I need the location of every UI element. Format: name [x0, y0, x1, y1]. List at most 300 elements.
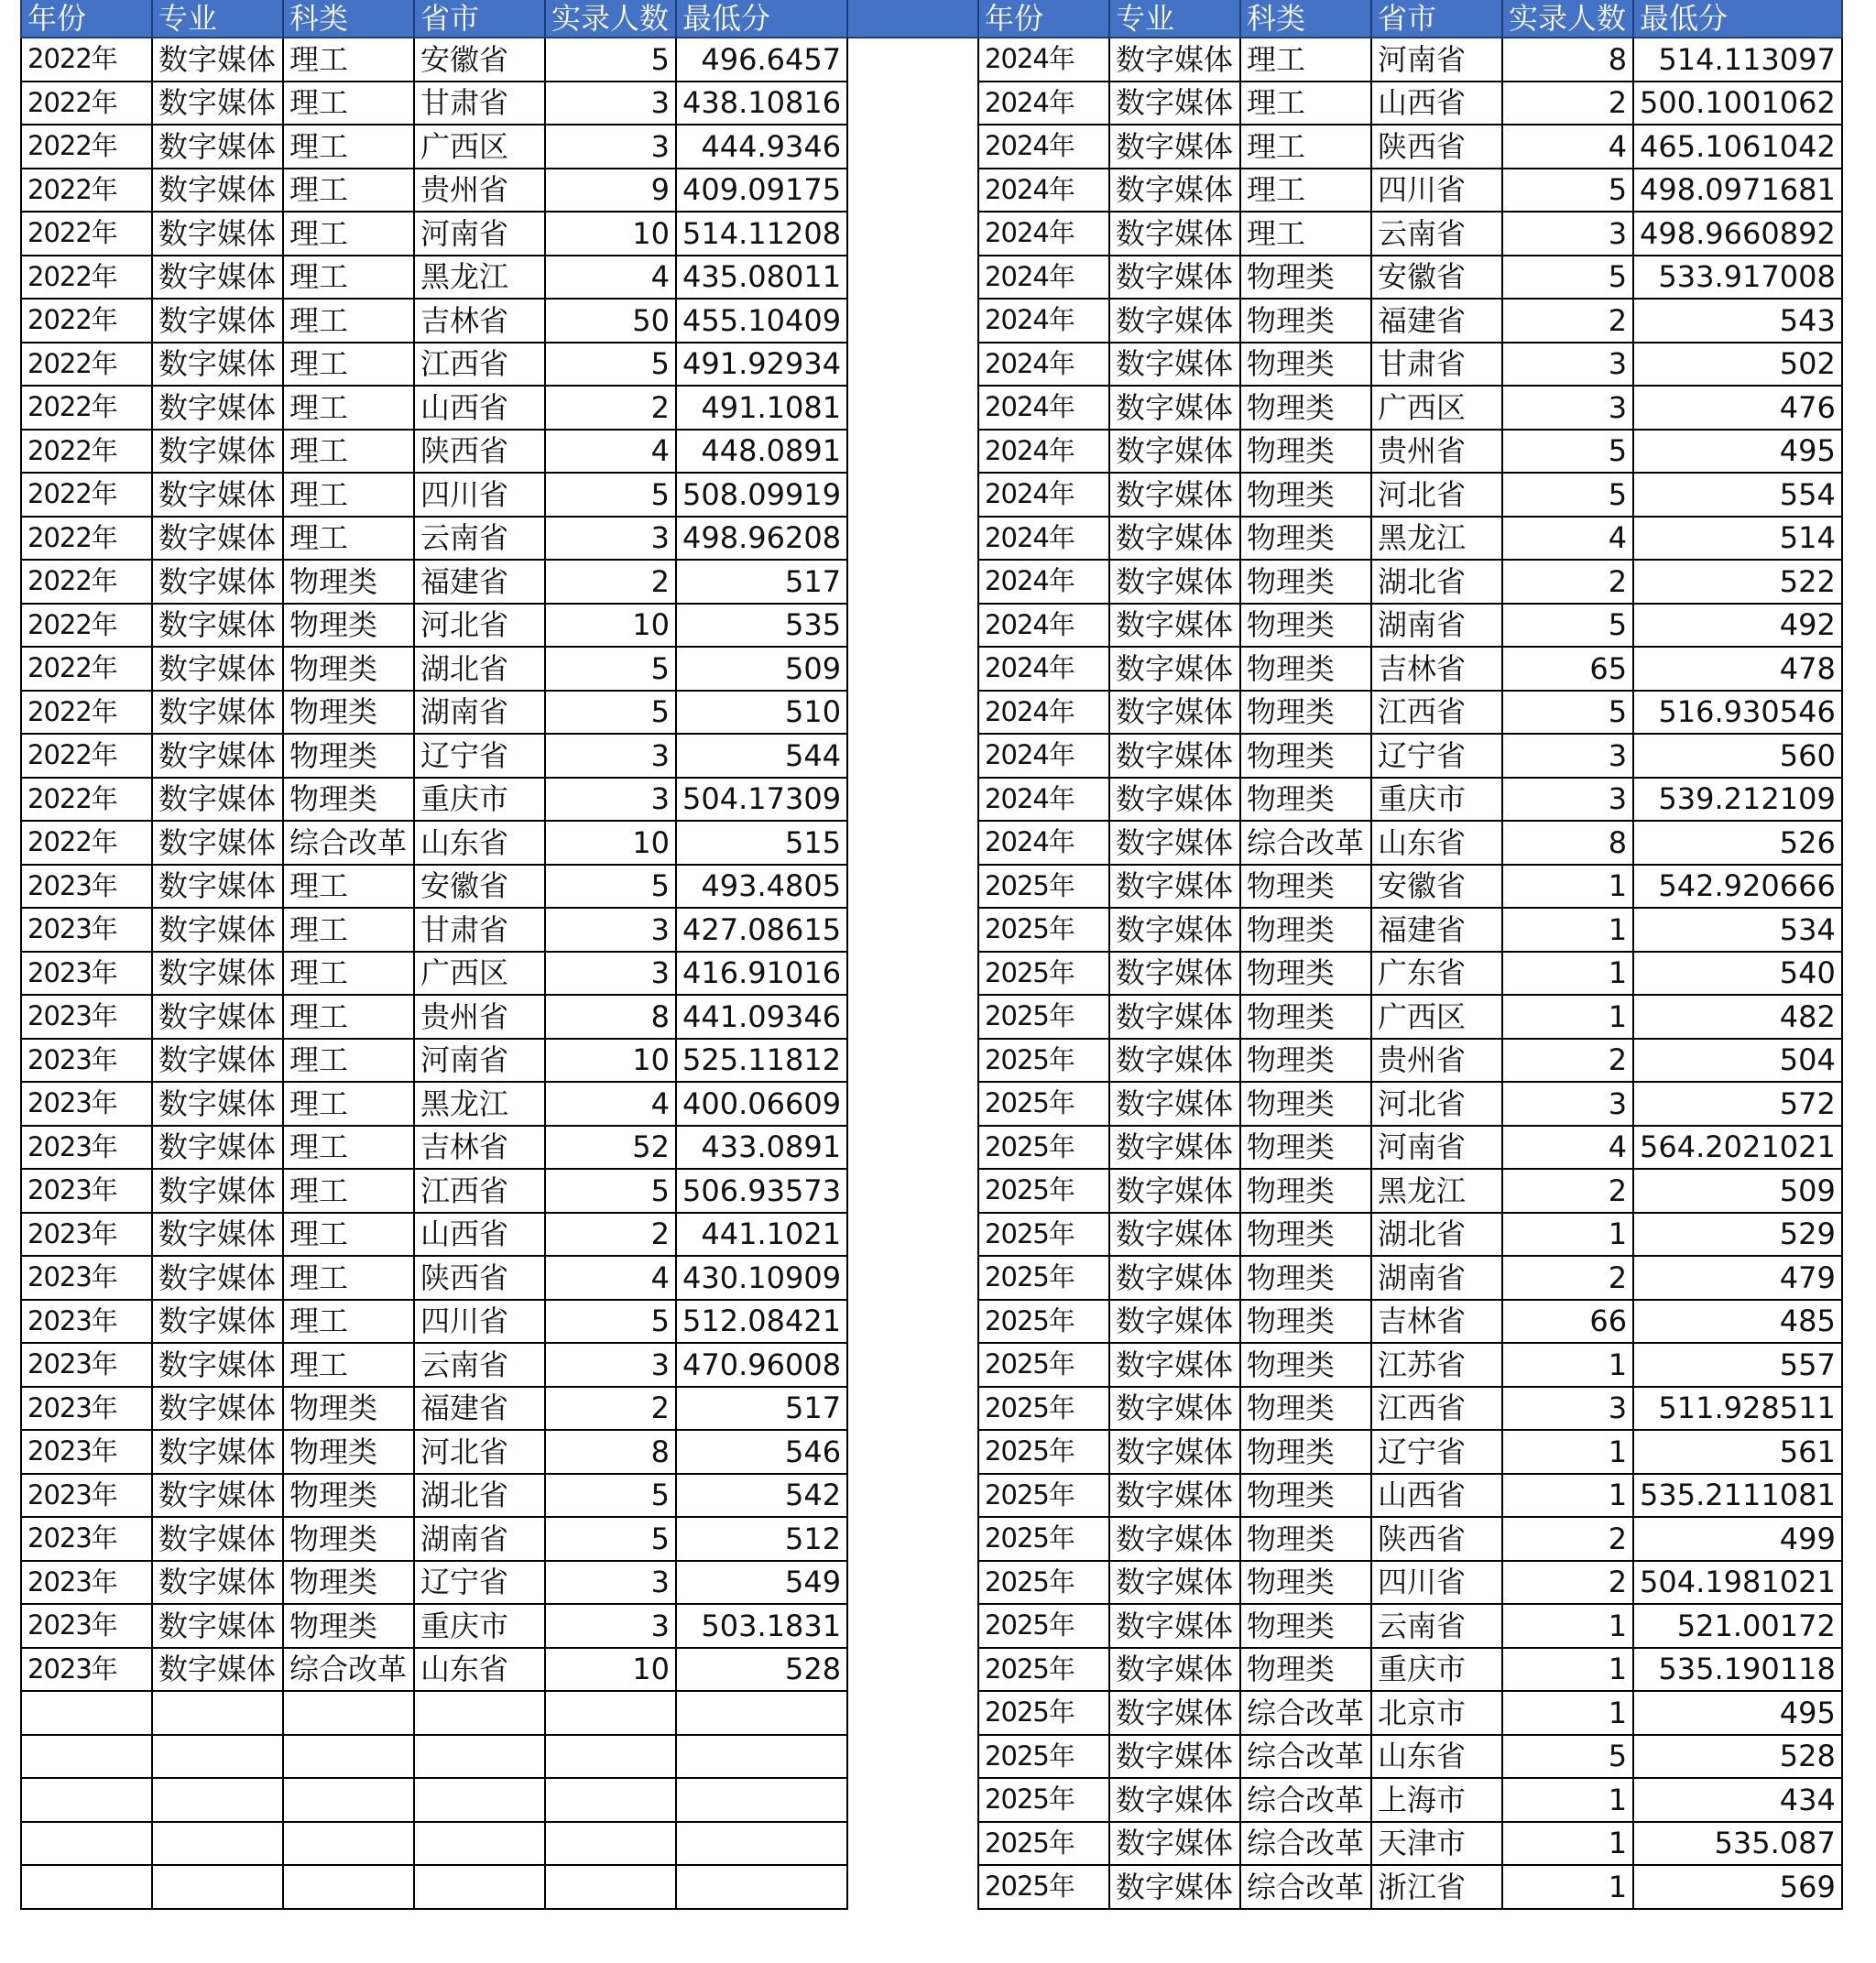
- left-province-cell[interactable]: 安徽省: [414, 865, 545, 909]
- right-province-cell[interactable]: 广西区: [1371, 995, 1502, 1039]
- right-admitted-count-cell[interactable]: 3: [1502, 778, 1633, 822]
- left-admitted-count-cell[interactable]: 4: [545, 256, 676, 300]
- right-major-cell[interactable]: 数字媒体: [1109, 1126, 1240, 1170]
- right-admitted-count-cell[interactable]: 1: [1502, 1213, 1633, 1257]
- left-min-score-cell[interactable]: 506.93573: [676, 1169, 847, 1213]
- left-province-cell[interactable]: 江西省: [414, 343, 545, 387]
- left-min-score-cell[interactable]: 496.6457: [676, 38, 847, 82]
- spacer-cell[interactable]: [847, 1300, 978, 1344]
- right-province-cell[interactable]: 山东省: [1371, 821, 1502, 865]
- left-major-cell[interactable]: 数字媒体: [152, 1256, 283, 1300]
- right-major-cell[interactable]: 数字媒体: [1109, 38, 1240, 82]
- right-province-cell[interactable]: 湖北省: [1371, 1213, 1502, 1257]
- right-min-score-cell[interactable]: 560: [1633, 734, 1842, 778]
- left-category-cell[interactable]: 理工: [283, 1082, 414, 1126]
- left-admitted-count-cell[interactable]: 10: [545, 821, 676, 865]
- right-admitted-count-cell[interactable]: 1: [1502, 1343, 1633, 1387]
- right-category-cell[interactable]: 物理类: [1240, 299, 1371, 343]
- left-min-score-cell[interactable]: 433.0891: [676, 1126, 847, 1170]
- spacer-cell[interactable]: [847, 1735, 978, 1779]
- right-category-cell[interactable]: 物理类: [1240, 1343, 1371, 1387]
- header-province-right[interactable]: 省市: [1371, 0, 1502, 38]
- right-province-cell[interactable]: 四川省: [1371, 169, 1502, 213]
- left-admitted-count-cell[interactable]: 3: [545, 778, 676, 822]
- left-year-cell[interactable]: 2022年: [21, 299, 152, 343]
- left-year-cell[interactable]: 2022年: [21, 343, 152, 387]
- left-category-cell[interactable]: 理工: [283, 1256, 414, 1300]
- right-province-cell[interactable]: 重庆市: [1371, 1648, 1502, 1692]
- left-admitted-count-cell[interactable]: 3: [545, 1343, 676, 1387]
- right-year-cell[interactable]: 2025年: [978, 1604, 1109, 1648]
- left-province-cell[interactable]: 贵州省: [414, 169, 545, 213]
- right-category-cell[interactable]: 物理类: [1240, 1082, 1371, 1126]
- right-province-cell[interactable]: 黑龙江: [1371, 1169, 1502, 1213]
- spacer-cell[interactable]: [847, 952, 978, 996]
- left-major-cell[interactable]: 数字媒体: [152, 212, 283, 256]
- right-year-cell[interactable]: 2024年: [978, 473, 1109, 517]
- right-min-score-cell[interactable]: 516.930546: [1633, 691, 1842, 735]
- left-year-cell[interactable]: 2022年: [21, 560, 152, 604]
- left-province-cell[interactable]: 云南省: [414, 517, 545, 561]
- right-major-cell[interactable]: 数字媒体: [1109, 1778, 1240, 1822]
- spacer-cell[interactable]: [847, 1387, 978, 1431]
- spacer-cell[interactable]: [847, 778, 978, 822]
- left-admitted-count-cell[interactable]: 10: [545, 212, 676, 256]
- left-admitted-count-cell[interactable]: 2: [545, 386, 676, 430]
- right-major-cell[interactable]: 数字媒体: [1109, 1300, 1240, 1344]
- right-year-cell[interactable]: 2024年: [978, 734, 1109, 778]
- right-major-cell[interactable]: 数字媒体: [1109, 691, 1240, 735]
- right-major-cell[interactable]: 数字媒体: [1109, 1213, 1240, 1257]
- right-category-cell[interactable]: 物理类: [1240, 734, 1371, 778]
- left-year-cell[interactable]: 2023年: [21, 995, 152, 1039]
- left-admitted-count-cell[interactable]: 5: [545, 647, 676, 691]
- left-admitted-count-cell[interactable]: [545, 1735, 676, 1779]
- left-admitted-count-cell[interactable]: 2: [545, 1387, 676, 1431]
- left-province-cell[interactable]: [414, 1822, 545, 1866]
- left-year-cell[interactable]: 2023年: [21, 1213, 152, 1257]
- spacer-cell[interactable]: [847, 517, 978, 561]
- left-category-cell[interactable]: 理工: [283, 169, 414, 213]
- right-province-cell[interactable]: 安徽省: [1371, 865, 1502, 909]
- right-category-cell[interactable]: 综合改革: [1240, 1735, 1371, 1779]
- right-major-cell[interactable]: 数字媒体: [1109, 1561, 1240, 1605]
- right-category-cell[interactable]: 物理类: [1240, 1648, 1371, 1692]
- right-admitted-count-cell[interactable]: 1: [1502, 1691, 1633, 1735]
- left-category-cell[interactable]: 综合改革: [283, 1648, 414, 1692]
- left-province-cell[interactable]: 重庆市: [414, 1604, 545, 1648]
- right-province-cell[interactable]: 吉林省: [1371, 647, 1502, 691]
- right-min-score-cell[interactable]: 522: [1633, 560, 1842, 604]
- left-min-score-cell[interactable]: 400.06609: [676, 1082, 847, 1126]
- left-major-cell[interactable]: [152, 1691, 283, 1735]
- left-category-cell[interactable]: 理工: [283, 38, 414, 82]
- left-major-cell[interactable]: 数字媒体: [152, 473, 283, 517]
- left-admitted-count-cell[interactable]: 5: [545, 691, 676, 735]
- right-major-cell[interactable]: 数字媒体: [1109, 125, 1240, 169]
- header-category-right[interactable]: 科类: [1240, 0, 1371, 38]
- left-major-cell[interactable]: 数字媒体: [152, 1213, 283, 1257]
- left-min-score-cell[interactable]: 509: [676, 647, 847, 691]
- right-admitted-count-cell[interactable]: 5: [1502, 430, 1633, 474]
- left-province-cell[interactable]: 甘肃省: [414, 908, 545, 952]
- left-min-score-cell[interactable]: 535: [676, 604, 847, 648]
- spacer-cell[interactable]: [847, 995, 978, 1039]
- left-province-cell[interactable]: 广西区: [414, 952, 545, 996]
- right-year-cell[interactable]: 2024年: [978, 125, 1109, 169]
- right-major-cell[interactable]: 数字媒体: [1109, 1517, 1240, 1561]
- right-year-cell[interactable]: 2025年: [978, 1474, 1109, 1518]
- right-category-cell[interactable]: 物理类: [1240, 865, 1371, 909]
- left-category-cell[interactable]: 理工: [283, 517, 414, 561]
- right-min-score-cell[interactable]: 514: [1633, 517, 1842, 561]
- left-admitted-count-cell[interactable]: [545, 1865, 676, 1909]
- left-admitted-count-cell[interactable]: 3: [545, 517, 676, 561]
- right-min-score-cell[interactable]: 554: [1633, 473, 1842, 517]
- right-major-cell[interactable]: 数字媒体: [1109, 169, 1240, 213]
- left-major-cell[interactable]: 数字媒体: [152, 952, 283, 996]
- left-major-cell[interactable]: 数字媒体: [152, 1474, 283, 1518]
- right-category-cell[interactable]: 物理类: [1240, 343, 1371, 387]
- right-province-cell[interactable]: 浙江省: [1371, 1865, 1502, 1909]
- left-province-cell[interactable]: [414, 1865, 545, 1909]
- left-category-cell[interactable]: 理工: [283, 908, 414, 952]
- right-admitted-count-cell[interactable]: 2: [1502, 560, 1633, 604]
- left-admitted-count-cell[interactable]: 50: [545, 299, 676, 343]
- left-min-score-cell[interactable]: [676, 1822, 847, 1866]
- left-category-cell[interactable]: 理工: [283, 995, 414, 1039]
- right-major-cell[interactable]: 数字媒体: [1109, 734, 1240, 778]
- left-min-score-cell[interactable]: 503.1831: [676, 1604, 847, 1648]
- right-category-cell[interactable]: 物理类: [1240, 908, 1371, 952]
- right-admitted-count-cell[interactable]: 2: [1502, 1256, 1633, 1300]
- left-major-cell[interactable]: 数字媒体: [152, 865, 283, 909]
- right-year-cell[interactable]: 2025年: [978, 1343, 1109, 1387]
- right-year-cell[interactable]: 2025年: [978, 952, 1109, 996]
- right-major-cell[interactable]: 数字媒体: [1109, 865, 1240, 909]
- right-min-score-cell[interactable]: 514.113097: [1633, 38, 1842, 82]
- left-year-cell[interactable]: 2022年: [21, 386, 152, 430]
- right-province-cell[interactable]: 山西省: [1371, 82, 1502, 125]
- left-category-cell[interactable]: 理工: [283, 125, 414, 169]
- spacer-cell[interactable]: [847, 1604, 978, 1648]
- right-category-cell[interactable]: 综合改革: [1240, 1778, 1371, 1822]
- left-province-cell[interactable]: 湖南省: [414, 1517, 545, 1561]
- right-major-cell[interactable]: 数字媒体: [1109, 473, 1240, 517]
- left-major-cell[interactable]: 数字媒体: [152, 560, 283, 604]
- left-province-cell[interactable]: 贵州省: [414, 995, 545, 1039]
- left-major-cell[interactable]: 数字媒体: [152, 386, 283, 430]
- right-min-score-cell[interactable]: 528: [1633, 1735, 1842, 1779]
- left-category-cell[interactable]: 理工: [283, 212, 414, 256]
- right-major-cell[interactable]: 数字媒体: [1109, 1082, 1240, 1126]
- right-min-score-cell[interactable]: 476: [1633, 386, 1842, 430]
- right-year-cell[interactable]: 2024年: [978, 647, 1109, 691]
- left-major-cell[interactable]: [152, 1865, 283, 1909]
- left-category-cell[interactable]: 物理类: [283, 604, 414, 648]
- left-province-cell[interactable]: 福建省: [414, 560, 545, 604]
- right-admitted-count-cell[interactable]: 3: [1502, 734, 1633, 778]
- left-min-score-cell[interactable]: 517: [676, 560, 847, 604]
- right-category-cell[interactable]: 物理类: [1240, 1604, 1371, 1648]
- left-year-cell[interactable]: 2023年: [21, 1300, 152, 1344]
- right-min-score-cell[interactable]: 521.00172: [1633, 1604, 1842, 1648]
- right-year-cell[interactable]: 2024年: [978, 691, 1109, 735]
- left-admitted-count-cell[interactable]: [545, 1691, 676, 1735]
- right-major-cell[interactable]: 数字媒体: [1109, 908, 1240, 952]
- left-min-score-cell[interactable]: [676, 1778, 847, 1822]
- right-year-cell[interactable]: 2025年: [978, 1387, 1109, 1431]
- right-province-cell[interactable]: 陕西省: [1371, 125, 1502, 169]
- right-admitted-count-cell[interactable]: 2: [1502, 299, 1633, 343]
- right-major-cell[interactable]: 数字媒体: [1109, 1691, 1240, 1735]
- left-year-cell[interactable]: 2023年: [21, 1561, 152, 1605]
- left-province-cell[interactable]: [414, 1778, 545, 1822]
- spacer-cell[interactable]: [847, 1778, 978, 1822]
- spacer-cell[interactable]: [847, 604, 978, 648]
- left-category-cell[interactable]: [283, 1778, 414, 1822]
- right-min-score-cell[interactable]: 535.190118: [1633, 1648, 1842, 1692]
- left-major-cell[interactable]: 数字媒体: [152, 1082, 283, 1126]
- left-year-cell[interactable]: 2022年: [21, 778, 152, 822]
- left-year-cell[interactable]: 2022年: [21, 430, 152, 474]
- left-min-score-cell[interactable]: [676, 1865, 847, 1909]
- right-category-cell[interactable]: 物理类: [1240, 995, 1371, 1039]
- right-min-score-cell[interactable]: 533.917008: [1633, 256, 1842, 300]
- right-year-cell[interactable]: 2025年: [978, 1126, 1109, 1170]
- left-year-cell[interactable]: 2023年: [21, 865, 152, 909]
- left-year-cell[interactable]: 2023年: [21, 1256, 152, 1300]
- right-category-cell[interactable]: 物理类: [1240, 1387, 1371, 1431]
- left-min-score-cell[interactable]: 409.09175: [676, 169, 847, 213]
- spacer-cell[interactable]: [847, 1256, 978, 1300]
- right-major-cell[interactable]: 数字媒体: [1109, 343, 1240, 387]
- right-major-cell[interactable]: 数字媒体: [1109, 1604, 1240, 1648]
- left-year-cell[interactable]: 2023年: [21, 1387, 152, 1431]
- right-province-cell[interactable]: 安徽省: [1371, 256, 1502, 300]
- header-year-left[interactable]: 年份: [21, 0, 152, 38]
- right-min-score-cell[interactable]: 434: [1633, 1778, 1842, 1822]
- left-province-cell[interactable]: 甘肃省: [414, 82, 545, 125]
- left-min-score-cell[interactable]: 517: [676, 1387, 847, 1431]
- left-major-cell[interactable]: [152, 1735, 283, 1779]
- spacer-cell[interactable]: [847, 1082, 978, 1126]
- left-major-cell[interactable]: 数字媒体: [152, 1169, 283, 1213]
- left-min-score-cell[interactable]: 491.1081: [676, 386, 847, 430]
- header-year-right[interactable]: 年份: [978, 0, 1109, 38]
- header-province-left[interactable]: 省市: [414, 0, 545, 38]
- left-category-cell[interactable]: 物理类: [283, 1474, 414, 1518]
- left-major-cell[interactable]: 数字媒体: [152, 82, 283, 125]
- left-category-cell[interactable]: [283, 1691, 414, 1735]
- spacer-cell[interactable]: [847, 299, 978, 343]
- right-admitted-count-cell[interactable]: 1: [1502, 1648, 1633, 1692]
- left-year-cell[interactable]: 2022年: [21, 38, 152, 82]
- right-admitted-count-cell[interactable]: 5: [1502, 169, 1633, 213]
- right-admitted-count-cell[interactable]: 2: [1502, 82, 1633, 125]
- right-min-score-cell[interactable]: 561: [1633, 1430, 1842, 1474]
- right-province-cell[interactable]: 广东省: [1371, 952, 1502, 996]
- right-province-cell[interactable]: 吉林省: [1371, 1300, 1502, 1344]
- right-major-cell[interactable]: 数字媒体: [1109, 778, 1240, 822]
- right-min-score-cell[interactable]: 564.2021021: [1633, 1126, 1842, 1170]
- left-min-score-cell[interactable]: 498.96208: [676, 517, 847, 561]
- right-major-cell[interactable]: 数字媒体: [1109, 560, 1240, 604]
- left-year-cell[interactable]: 2023年: [21, 1343, 152, 1387]
- right-major-cell[interactable]: 数字媒体: [1109, 1169, 1240, 1213]
- right-year-cell[interactable]: 2024年: [978, 386, 1109, 430]
- left-admitted-count-cell[interactable]: [545, 1822, 676, 1866]
- left-province-cell[interactable]: 河北省: [414, 604, 545, 648]
- right-admitted-count-cell[interactable]: 5: [1502, 256, 1633, 300]
- left-min-score-cell[interactable]: [676, 1691, 847, 1735]
- left-year-cell[interactable]: 2022年: [21, 169, 152, 213]
- left-min-score-cell[interactable]: 504.17309: [676, 778, 847, 822]
- right-category-cell[interactable]: 物理类: [1240, 1300, 1371, 1344]
- right-admitted-count-cell[interactable]: 1: [1502, 865, 1633, 909]
- right-major-cell[interactable]: 数字媒体: [1109, 821, 1240, 865]
- left-major-cell[interactable]: [152, 1778, 283, 1822]
- right-category-cell[interactable]: 物理类: [1240, 1430, 1371, 1474]
- spacer-cell[interactable]: [847, 1474, 978, 1518]
- right-year-cell[interactable]: 2025年: [978, 1822, 1109, 1866]
- left-major-cell[interactable]: 数字媒体: [152, 1387, 283, 1431]
- right-min-score-cell[interactable]: 529: [1633, 1213, 1842, 1257]
- left-min-score-cell[interactable]: 435.08011: [676, 256, 847, 300]
- right-category-cell[interactable]: 物理类: [1240, 691, 1371, 735]
- left-province-cell[interactable]: 山东省: [414, 821, 545, 865]
- left-admitted-count-cell[interactable]: 10: [545, 1039, 676, 1083]
- right-category-cell[interactable]: 理工: [1240, 38, 1371, 82]
- right-category-cell[interactable]: 物理类: [1240, 1256, 1371, 1300]
- right-admitted-count-cell[interactable]: 3: [1502, 343, 1633, 387]
- left-year-cell[interactable]: 2023年: [21, 1604, 152, 1648]
- left-province-cell[interactable]: 黑龙江: [414, 256, 545, 300]
- right-min-score-cell[interactable]: 569: [1633, 1865, 1842, 1909]
- right-year-cell[interactable]: 2025年: [978, 1691, 1109, 1735]
- spacer-cell[interactable]: [847, 1126, 978, 1170]
- right-min-score-cell[interactable]: 504.1981021: [1633, 1561, 1842, 1605]
- left-province-cell[interactable]: 四川省: [414, 473, 545, 517]
- right-province-cell[interactable]: 陕西省: [1371, 1517, 1502, 1561]
- right-category-cell[interactable]: 物理类: [1240, 1517, 1371, 1561]
- left-admitted-count-cell[interactable]: 5: [545, 1474, 676, 1518]
- right-admitted-count-cell[interactable]: 3: [1502, 386, 1633, 430]
- left-major-cell[interactable]: 数字媒体: [152, 1604, 283, 1648]
- right-admitted-count-cell[interactable]: 1: [1502, 1474, 1633, 1518]
- right-major-cell[interactable]: 数字媒体: [1109, 1474, 1240, 1518]
- left-province-cell[interactable]: 山西省: [414, 386, 545, 430]
- left-min-score-cell[interactable]: 514.11208: [676, 212, 847, 256]
- left-province-cell[interactable]: [414, 1691, 545, 1735]
- right-major-cell[interactable]: 数字媒体: [1109, 212, 1240, 256]
- right-category-cell[interactable]: 物理类: [1240, 778, 1371, 822]
- left-province-cell[interactable]: 河南省: [414, 1039, 545, 1083]
- left-admitted-count-cell[interactable]: 5: [545, 1300, 676, 1344]
- left-year-cell[interactable]: 2023年: [21, 1169, 152, 1213]
- left-category-cell[interactable]: 物理类: [283, 691, 414, 735]
- left-year-cell[interactable]: 2022年: [21, 125, 152, 169]
- spacer-cell[interactable]: [847, 473, 978, 517]
- left-category-cell[interactable]: 理工: [283, 299, 414, 343]
- right-major-cell[interactable]: 数字媒体: [1109, 1822, 1240, 1866]
- left-admitted-count-cell[interactable]: 5: [545, 473, 676, 517]
- right-admitted-count-cell[interactable]: 2: [1502, 1561, 1633, 1605]
- right-major-cell[interactable]: 数字媒体: [1109, 995, 1240, 1039]
- right-year-cell[interactable]: 2025年: [978, 1169, 1109, 1213]
- spacer-cell[interactable]: [847, 691, 978, 735]
- right-category-cell[interactable]: 理工: [1240, 125, 1371, 169]
- left-min-score-cell[interactable]: 416.91016: [676, 952, 847, 996]
- right-major-cell[interactable]: 数字媒体: [1109, 82, 1240, 125]
- right-min-score-cell[interactable]: 504: [1633, 1039, 1842, 1083]
- right-category-cell[interactable]: 物理类: [1240, 1039, 1371, 1083]
- right-min-score-cell[interactable]: 535.2111081: [1633, 1474, 1842, 1518]
- right-major-cell[interactable]: 数字媒体: [1109, 1039, 1240, 1083]
- right-major-cell[interactable]: 数字媒体: [1109, 1735, 1240, 1779]
- left-min-score-cell[interactable]: 515: [676, 821, 847, 865]
- right-admitted-count-cell[interactable]: 5: [1502, 1735, 1633, 1779]
- spacer-cell[interactable]: [847, 38, 978, 82]
- left-year-cell[interactable]: [21, 1691, 152, 1735]
- right-year-cell[interactable]: 2024年: [978, 343, 1109, 387]
- right-category-cell[interactable]: 物理类: [1240, 604, 1371, 648]
- left-province-cell[interactable]: 山西省: [414, 1213, 545, 1257]
- left-min-score-cell[interactable]: 512: [676, 1517, 847, 1561]
- right-year-cell[interactable]: 2025年: [978, 1735, 1109, 1779]
- right-admitted-count-cell[interactable]: 5: [1502, 604, 1633, 648]
- right-year-cell[interactable]: 2025年: [978, 995, 1109, 1039]
- right-province-cell[interactable]: 辽宁省: [1371, 734, 1502, 778]
- right-year-cell[interactable]: 2024年: [978, 430, 1109, 474]
- right-province-cell[interactable]: 辽宁省: [1371, 1430, 1502, 1474]
- right-year-cell[interactable]: 2024年: [978, 604, 1109, 648]
- left-major-cell[interactable]: 数字媒体: [152, 430, 283, 474]
- right-province-cell[interactable]: 福建省: [1371, 908, 1502, 952]
- header-spacer-cell[interactable]: [847, 0, 978, 38]
- left-province-cell[interactable]: 吉林省: [414, 299, 545, 343]
- left-category-cell[interactable]: 理工: [283, 1169, 414, 1213]
- left-year-cell[interactable]: 2022年: [21, 82, 152, 125]
- right-year-cell[interactable]: 2025年: [978, 1213, 1109, 1257]
- spacer-cell[interactable]: [847, 125, 978, 169]
- header-major-left[interactable]: 专业: [152, 0, 283, 38]
- right-year-cell[interactable]: 2024年: [978, 82, 1109, 125]
- left-admitted-count-cell[interactable]: 5: [545, 343, 676, 387]
- left-category-cell[interactable]: 物理类: [283, 1561, 414, 1605]
- spacer-cell[interactable]: [847, 343, 978, 387]
- left-major-cell[interactable]: 数字媒体: [152, 1517, 283, 1561]
- left-category-cell[interactable]: 理工: [283, 473, 414, 517]
- left-min-score-cell[interactable]: 508.09919: [676, 473, 847, 517]
- right-min-score-cell[interactable]: 542.920666: [1633, 865, 1842, 909]
- right-admitted-count-cell[interactable]: 8: [1502, 821, 1633, 865]
- right-year-cell[interactable]: 2025年: [978, 1256, 1109, 1300]
- right-major-cell[interactable]: 数字媒体: [1109, 952, 1240, 996]
- left-year-cell[interactable]: 2023年: [21, 952, 152, 996]
- left-category-cell[interactable]: 物理类: [283, 1430, 414, 1474]
- header-min-score-right[interactable]: 最低分: [1633, 0, 1842, 38]
- left-year-cell[interactable]: 2023年: [21, 908, 152, 952]
- right-min-score-cell[interactable]: 543: [1633, 299, 1842, 343]
- right-year-cell[interactable]: 2025年: [978, 865, 1109, 909]
- left-major-cell[interactable]: 数字媒体: [152, 821, 283, 865]
- right-admitted-count-cell[interactable]: 3: [1502, 1082, 1633, 1126]
- spacer-cell[interactable]: [847, 865, 978, 909]
- right-min-score-cell[interactable]: 526: [1633, 821, 1842, 865]
- right-major-cell[interactable]: 数字媒体: [1109, 386, 1240, 430]
- left-category-cell[interactable]: [283, 1735, 414, 1779]
